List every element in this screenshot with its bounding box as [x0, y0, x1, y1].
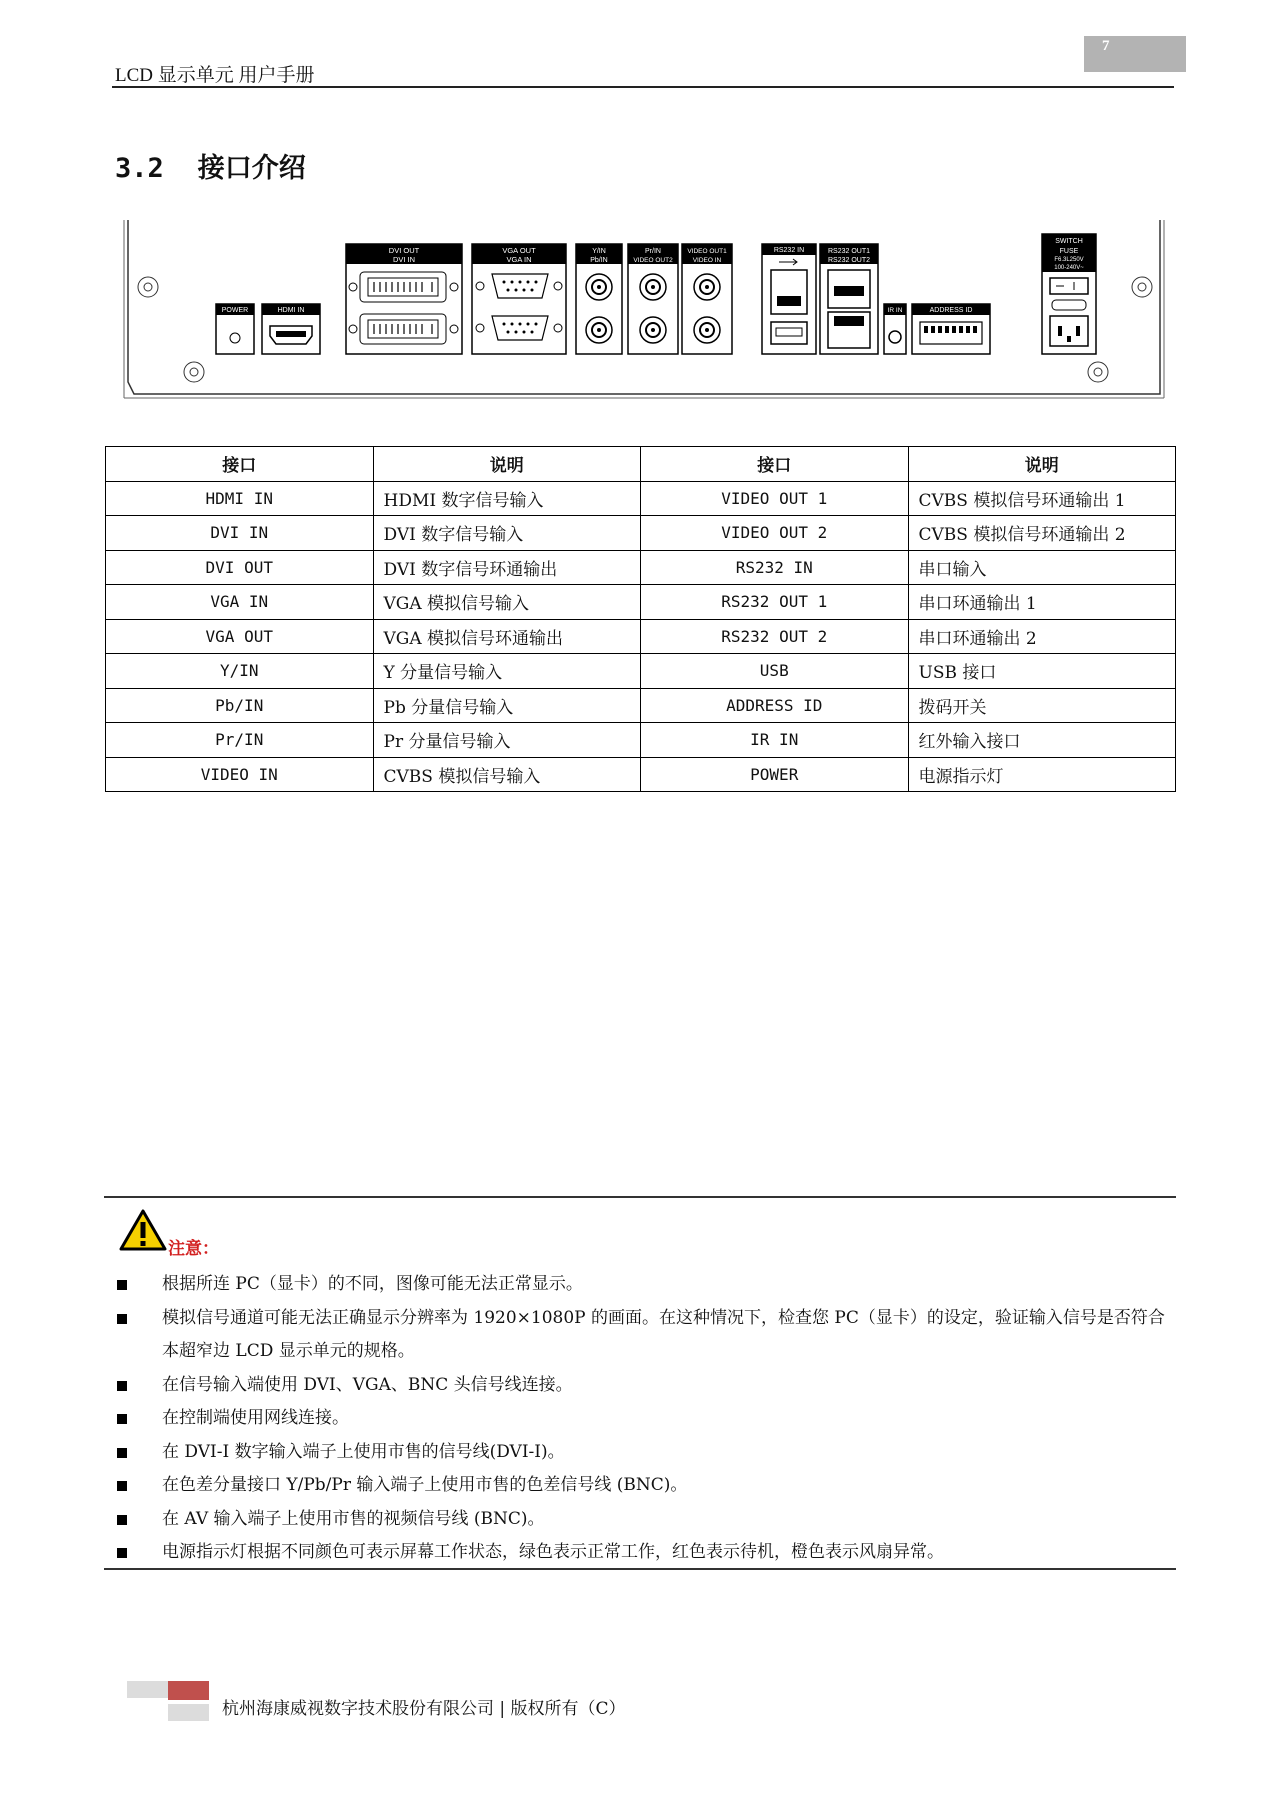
table-cell: RS232 OUT 2	[641, 619, 909, 654]
table-cell: DVI IN	[106, 516, 374, 551]
footer-text: 杭州海康威视数字技术股份有限公司 | 版权所有（C）	[222, 1699, 626, 1719]
bullet-icon	[117, 1414, 127, 1424]
table-cell: 拨码开关	[908, 688, 1176, 723]
table-cell: VGA 模拟信号环通输出	[373, 619, 641, 654]
bullet-icon	[117, 1481, 127, 1491]
pb-in-label: Pb/IN	[590, 257, 608, 264]
table-cell: 串口环通输出 2	[908, 619, 1176, 654]
table-cell: 串口环通输出 1	[908, 585, 1176, 620]
list-item	[0, 1402, 1279, 1436]
pr-in-label: Pr/IN	[645, 248, 661, 255]
table-cell: USB	[641, 654, 909, 689]
section-title: 接口介绍	[197, 153, 306, 184]
list-item	[0, 1302, 1279, 1369]
table-header-row	[106, 447, 1176, 482]
table-cell: 串口输入	[908, 550, 1176, 585]
address-id-switch	[912, 304, 990, 354]
table-cell: Pb 分量信号输入	[373, 688, 641, 723]
ir-in-port	[884, 304, 906, 354]
note-bottom-rule	[104, 1568, 1176, 1570]
list-item	[0, 1503, 1279, 1537]
note-text: 在控制端使用网线连接。	[162, 1408, 349, 1428]
note-label: 注意：	[168, 1239, 219, 1259]
table-cell: VGA OUT	[106, 619, 374, 654]
table-cell: VIDEO OUT 2	[641, 516, 909, 551]
bullet-icon	[117, 1381, 127, 1391]
table-cell: POWER	[641, 757, 909, 792]
note-text: 模拟信号通道可能无法正确显示分辨率为 1920×1080P 的画面。在这种情况下，检查您 PC（显卡）的设定，验证输入信号是否符合本超窄边 LCD 显示单元的规格。	[162, 1307, 1165, 1361]
rear-panel-diagram	[120, 212, 1170, 412]
usb-icon	[779, 259, 797, 265]
table-header: 说明	[908, 447, 1176, 482]
list-item	[0, 1436, 1279, 1470]
table-row	[106, 654, 1176, 689]
fuse-label: FUSE	[1059, 248, 1079, 255]
table-cell: VGA IN	[106, 585, 374, 620]
bullet-icon	[117, 1515, 127, 1525]
header-title: LCD 显示单元 用户手册	[115, 65, 315, 86]
table-cell: Y 分量信号输入	[373, 654, 641, 689]
dvi-in-label: DVI IN	[392, 255, 416, 264]
table-row	[106, 619, 1176, 654]
table-cell: Pr 分量信号输入	[373, 723, 641, 758]
dvi-ports	[346, 244, 462, 354]
bullet-icon	[117, 1448, 127, 1458]
note-text: 在 AV 输入端子上使用市售的视频信号线 (BNC)。	[162, 1508, 545, 1529]
table-header: 接口	[641, 447, 909, 482]
warning-icon	[118, 1208, 168, 1252]
table-cell: CVBS 模拟信号输入	[373, 757, 641, 792]
table-cell: DVI 数字信号环通输出	[373, 550, 641, 585]
header-rule	[112, 86, 1174, 88]
section-number: 3.2	[115, 153, 164, 184]
rs232-out-ports	[820, 244, 878, 354]
table-cell: USB 接口	[908, 654, 1176, 689]
power-led	[216, 304, 254, 354]
bnc-video-out1-in-ports	[682, 244, 732, 354]
interface-table	[105, 446, 1176, 792]
vga-ports	[472, 244, 566, 354]
table-cell: HDMI 数字信号输入	[373, 481, 641, 516]
hdmi-in-port	[262, 304, 320, 354]
note-text: 电源指示灯根据不同颜色可表示屏幕工作状态，绿色表示正常工作，红色表示待机，橙色表示风扇异常。	[162, 1542, 944, 1562]
dvi-out-label: DVI OUT	[388, 246, 420, 255]
table-header: 接口	[106, 447, 374, 482]
table-cell: ADDRESS ID	[641, 688, 909, 723]
note-text: 在色差分量接口 Y/Pb/Pr 输入端子上使用市售的色差信号线 (BNC)。	[162, 1475, 688, 1495]
video-in-label: VIDEO IN	[692, 257, 722, 264]
note-top-rule	[104, 1196, 1176, 1198]
table-row	[106, 481, 1176, 516]
page-number: 7	[1102, 38, 1110, 54]
note-text: 根据所连 PC（显卡）的不同，图像可能无法正常显示。	[162, 1274, 583, 1294]
rs232-in-label: RS232 IN	[773, 247, 805, 254]
table-header: 说明	[373, 447, 641, 482]
bullet-icon	[117, 1548, 127, 1558]
table-cell: DVI OUT	[106, 550, 374, 585]
bnc-pr-video-out2-ports	[628, 244, 678, 354]
note-text: 在信号输入端使用 DVI、VGA、BNC 头信号线连接。	[162, 1374, 573, 1395]
fuse-rating-label: F6.3L250V	[1054, 257, 1084, 263]
table-row	[106, 757, 1176, 792]
hdmi-in-label: HDMI IN	[277, 307, 305, 314]
table-row	[106, 585, 1176, 620]
note-list	[0, 1268, 1279, 1570]
page-number-box	[1084, 36, 1186, 72]
table-cell: 红外输入接口	[908, 723, 1176, 758]
list-item	[0, 1469, 1279, 1503]
table-cell: RS232 OUT 1	[641, 585, 909, 620]
vga-in-label: VGA IN	[506, 255, 532, 264]
footer-decor	[168, 1704, 209, 1721]
table-cell: VGA 模拟信号输入	[373, 585, 641, 620]
list-item	[0, 1536, 1279, 1570]
rs232-in-usb-ports	[762, 244, 816, 354]
table-row	[106, 550, 1176, 585]
power-switch-block	[1042, 234, 1096, 354]
list-item	[0, 1268, 1279, 1302]
bnc-y-pb-ports	[576, 244, 622, 354]
voltage-label: 100-240V~	[1054, 265, 1084, 271]
bullet-icon	[117, 1314, 127, 1324]
table-row	[106, 516, 1176, 551]
table-cell: DVI 数字信号输入	[373, 516, 641, 551]
ir-in-label: IR IN	[887, 307, 903, 314]
table-cell: Pb/IN	[106, 688, 374, 723]
bullet-icon	[117, 1280, 127, 1290]
power-label: POWER	[221, 307, 249, 314]
screw-icon	[138, 277, 1152, 382]
table-row	[106, 688, 1176, 723]
table-cell: HDMI IN	[106, 481, 374, 516]
table-cell: RS232 IN	[641, 550, 909, 585]
table-cell: CVBS 模拟信号环通输出 1	[908, 481, 1176, 516]
video-out2-label: VIDEO OUT2	[633, 257, 673, 264]
table-row	[106, 723, 1176, 758]
table-cell: IR IN	[641, 723, 909, 758]
y-in-label: Y/IN	[592, 248, 606, 255]
rs232-out2-label: RS232 OUT2	[827, 257, 871, 264]
table-cell: VIDEO IN	[106, 757, 374, 792]
section-heading	[115, 146, 306, 185]
address-id-label: ADDRESS ID	[929, 307, 973, 314]
video-out1-label: VIDEO OUT1	[687, 248, 727, 255]
vga-out-label: VGA OUT	[502, 246, 536, 255]
footer-decor	[127, 1681, 168, 1698]
note-text: 在 DVI-I 数字输入端子上使用市售的信号线(DVI-I)。	[162, 1441, 565, 1462]
table-cell: 电源指示灯	[908, 757, 1176, 792]
rs232-out1-label: RS232 OUT1	[827, 248, 871, 255]
table-cell: VIDEO OUT 1	[641, 481, 909, 516]
footer-decor	[168, 1681, 209, 1700]
table-cell: Pr/IN	[106, 723, 374, 758]
list-item	[0, 1369, 1279, 1403]
switch-label: SWITCH	[1055, 238, 1083, 245]
table-cell: CVBS 模拟信号环通输出 2	[908, 516, 1176, 551]
table-cell: Y/IN	[106, 654, 374, 689]
